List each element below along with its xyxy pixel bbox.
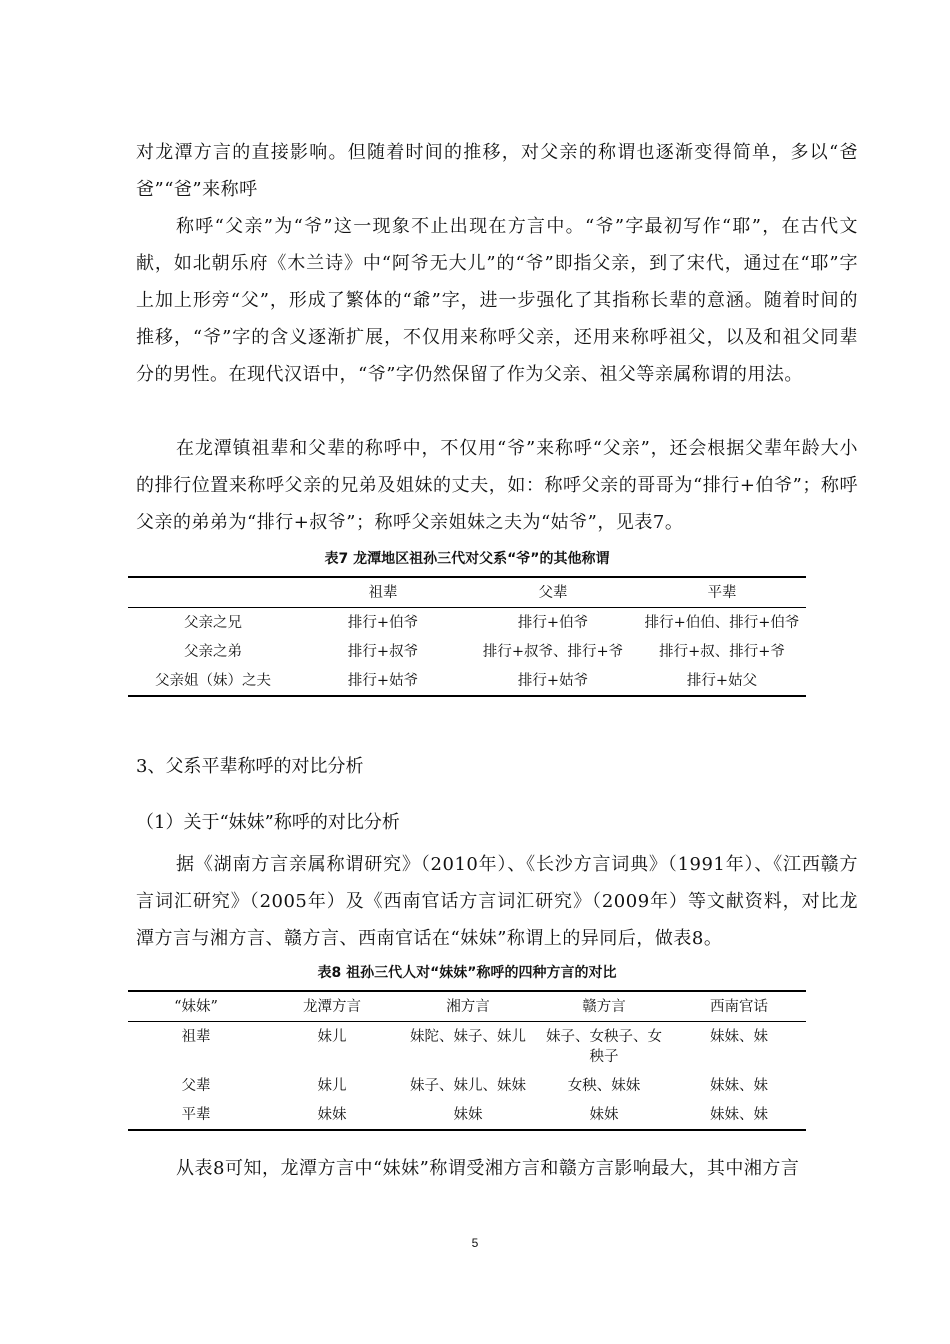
section-heading: 3、父系平辈称呼的对比分析 xyxy=(136,756,364,777)
table-row xyxy=(128,666,806,696)
table-header-row xyxy=(128,577,806,608)
subsection-heading: （1）关于“妹妹”称呼的对比分析 xyxy=(136,812,400,833)
table-cell: 妹儿 xyxy=(317,1029,347,1045)
table-cell: 妹妹、妹 xyxy=(710,1029,768,1045)
table-header-cell: 龙潭方言 xyxy=(303,999,361,1015)
paragraph-continuation: 对龙潭方言的直接影响。但随着时间的推移，对父亲的称谓也逐渐变得简单，多以“爸爸”“爸”来称呼 xyxy=(136,142,858,200)
table-cell: 排行+叔、排行+爷 xyxy=(659,644,785,660)
table-row xyxy=(128,1022,806,1072)
table-header-cell: 父辈 xyxy=(538,585,568,601)
table-cell: 妹陀、妹子、妹儿 xyxy=(410,1029,526,1045)
table-cell: 排行+伯爷 xyxy=(347,615,419,631)
table-header-cell: 赣方言 xyxy=(582,999,626,1015)
paragraph-longtan-terms: 在龙潭镇祖辈和父辈的称呼中，不仅用“爷”来称呼“父亲”，还会根据父辈年龄大小的排行位置来称呼父亲的兄弟及姐妹的丈夫，如：称呼父亲的哥哥为“排行+伯爷”；称呼父亲的弟弟为“排行+叔爷”；称呼父亲姐妹之夫为“姑爷”，见表7。 xyxy=(136,438,858,533)
table-header-cell: 平辈 xyxy=(707,585,737,601)
table-cell: 父辈 xyxy=(181,1078,211,1094)
table-row xyxy=(128,1071,806,1100)
table8-caption: 表8 祖孙三代人对“妹妹”称呼的四种方言的对比 xyxy=(317,965,617,981)
table-row xyxy=(128,1100,806,1130)
table-header-row xyxy=(128,991,806,1022)
page-number: 5 xyxy=(471,1236,479,1250)
table7 xyxy=(128,576,806,697)
table-cell: 排行+姑爷 xyxy=(517,673,589,689)
table-header-cell: 西南官话 xyxy=(710,999,768,1015)
table-cell: 排行+叔爷、排行+爷 xyxy=(482,644,624,660)
table-cell: 平辈 xyxy=(181,1107,211,1123)
table-cell: 女秧、妹妹 xyxy=(567,1078,641,1094)
paragraph-ye-origin: 称呼“父亲”为“爷”这一现象不止出现在方言中。“爷”字最初写作“耶”，在古代文献，如北朝乐府《木兰诗》中“阿爷无大儿”的“爷”即指父亲，到了宋代，通过在“耶”字上加上形旁“父”，形成了繁体的“爺”字，进一步强化了其指称长辈的意涵。随着时间的推移，“爷”字的含义逐渐扩展，不仅用来称呼父亲，还用来称呼祖父，以及和祖父同辈分的男性。在现代汉语中，“爷”字仍然保留了作为父亲、祖父等亲属称谓的用法。 xyxy=(136,216,858,385)
table-cell: 父亲之兄 xyxy=(184,615,242,631)
table-cell: 妹妹、妹 xyxy=(710,1107,768,1123)
table-cell: 祖辈 xyxy=(181,1029,211,1045)
table-cell: 妹妹、妹 xyxy=(710,1078,768,1094)
table-cell: 排行+叔爷 xyxy=(347,644,419,660)
table-cell: 排行+伯伯、排行+伯爷 xyxy=(644,615,800,631)
table-cell: 妹儿 xyxy=(317,1078,347,1094)
table8 xyxy=(128,990,806,1131)
table-row xyxy=(128,608,806,638)
table-header-cell xyxy=(128,577,298,608)
table-header-cell: 湘方言 xyxy=(446,999,490,1015)
table-cell: 妹妹 xyxy=(453,1107,483,1123)
table-header-cell: 祖辈 xyxy=(368,585,398,601)
table-cell: 父亲姐（妹）之夫 xyxy=(155,673,271,689)
table-cell: 妹妹 xyxy=(589,1107,619,1123)
table-cell: 排行+姑爷 xyxy=(347,673,419,689)
paragraph-sources: 据《湖南方言亲属称谓研究》（2010年）、《长沙方言词典》（1991年）、《江西赣方言词汇研究》（2005年）及《西南官话方言词汇研究》（2009年）等文献资料，对比龙潭方言与湘方言、赣方言、西南官话在“妹妹”称谓上的异同后，做表8。 xyxy=(136,854,858,949)
table-header-cell: “妹妹” xyxy=(174,999,218,1015)
table-cell: 排行+姑父 xyxy=(686,673,758,689)
table-cell: 妹子、女秧子、女秧子 xyxy=(546,1029,662,1065)
table-cell: 妹妹 xyxy=(317,1107,347,1123)
table-cell: 妹子、妹儿、妹妹 xyxy=(410,1078,526,1094)
table-row xyxy=(128,637,806,666)
table7-caption: 表7 龙潭地区祖孙三代对父系“爷”的其他称谓 xyxy=(324,551,610,567)
table-cell: 父亲之弟 xyxy=(184,644,242,660)
table-cell: 排行+伯爷 xyxy=(517,615,589,631)
paragraph-conclusion: 从表8可知，龙潭方言中“妹妹”称谓受湘方言和赣方言影响最大，其中湘方言 xyxy=(176,1158,800,1179)
